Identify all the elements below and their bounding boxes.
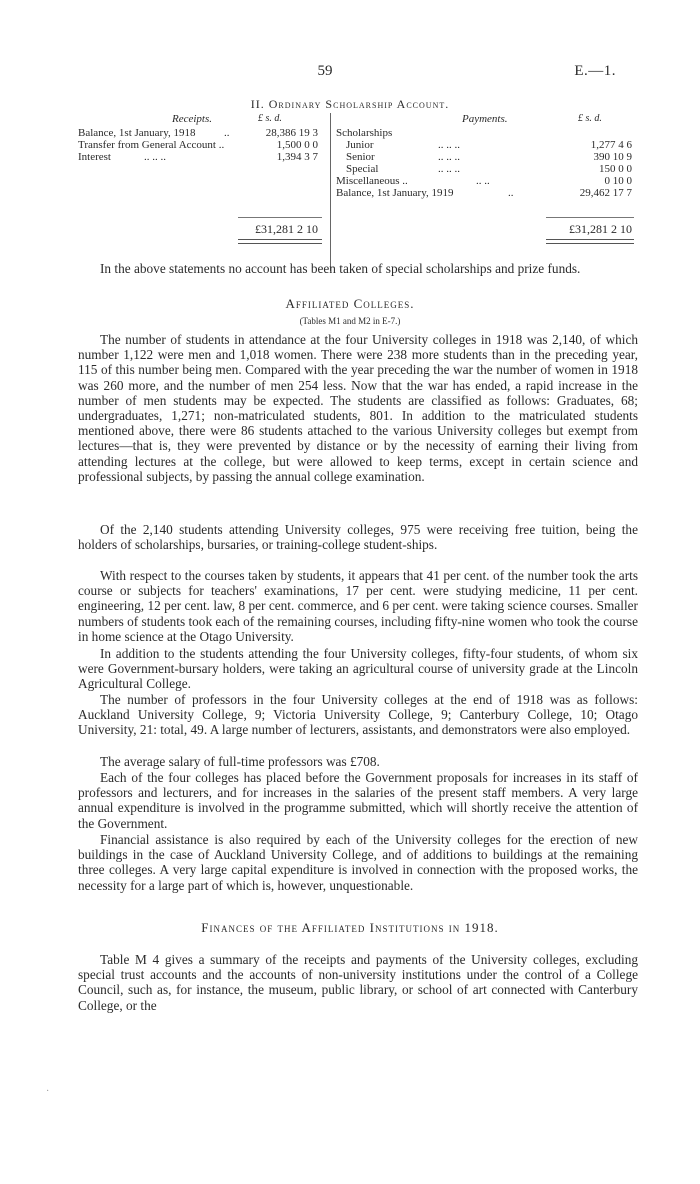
paragraph-table-m4: Table M 4 gives a summary of the receipts and payments of the University colleges, excluding special trust accounts and the accounts of non-university institutions under the control of a College Council, such as, for instance, the museum, public library, or school of art connected with Canterbury College, or the — [78, 952, 638, 1013]
page-number: 59 — [317, 63, 333, 79]
payment-leader: .. .. .. — [438, 151, 460, 163]
paragraph-free-tuition: Of the 2,140 students attending University colleges, 975 were receiving free tuition, being the holders of scholarships, bursaries, or training-college student-ships. — [78, 522, 638, 553]
receipts-double-rule — [238, 239, 322, 244]
payment-amount: 150 0 0 — [599, 163, 632, 175]
payment-leader: .. .. .. — [438, 139, 460, 151]
receipt-amount: 1,394 3 7 — [276, 151, 318, 163]
payments-double-rule — [546, 239, 634, 244]
payment-amount: 0 10 0 — [604, 175, 632, 187]
receipt-label: Transfer from General Account .. — [78, 139, 225, 151]
receipts-total: £31,281 2 10 — [255, 222, 318, 236]
paragraph-lincoln-college: In addition to the students attending the four University colleges, fifty-four students, of whom six were Government-bursary holders, were taking an agricultural course of university grade at the Lincoln Agricultural College. — [78, 646, 638, 692]
payment-label: Scholarships — [336, 127, 393, 139]
finances-heading: Finances of the Affiliated Institutions in 1918. — [201, 920, 499, 935]
paragraph-staff-proposals: Each of the four colleges has placed before the Government proposals for increases in its staff of professors and lecturers, and for increases in the salaries of the present staff members. A very large annual expenditure is involved in the programme submitted, which will shortly receive the attention of the Government. — [78, 770, 638, 831]
payment-label: Senior — [346, 151, 375, 163]
paragraph-salary: The average salary of full-time professors was £708. — [100, 754, 380, 769]
receipt-leader: .. — [224, 127, 230, 139]
affiliated-colleges-heading: Affiliated Colleges. — [285, 296, 415, 311]
paragraph-buildings: Financial assistance is also required by each of the University colleges for the erection of new buildings in the case of Auckland University College, and of additions to buildings at the remaining three colleges. A very large capital expenditure is involved in connection with the proposed works, the necessity for a large part of which is, however, unquestionable. — [78, 832, 638, 893]
receipt-amount: 1,500 0 0 — [276, 139, 318, 151]
payment-label: Special — [346, 163, 379, 175]
account-title: II. Ordinary Scholarship Account. — [250, 97, 450, 111]
page-mark: · — [46, 1086, 50, 1097]
scholarship-account-table — [78, 113, 638, 273]
payment-leader: .. — [508, 187, 514, 199]
receipt-leader: .. .. .. — [144, 151, 166, 163]
receipt-label: Interest — [78, 151, 111, 163]
payments-heading: Payments. — [462, 113, 508, 125]
payment-label: Balance, 1st January, 1919 — [336, 187, 454, 199]
payment-amount: 29,462 17 7 — [579, 187, 632, 199]
payments-currency-header: £ s. d. — [578, 113, 602, 124]
affiliated-colleges-subheading: (Tables M1 and M2 in E-7.) — [299, 316, 401, 326]
payment-label: Junior — [346, 139, 374, 151]
payment-amount: 390 10 9 — [593, 151, 632, 163]
payment-leader: .. .. — [476, 175, 490, 187]
payment-label: Miscellaneous .. — [336, 175, 408, 187]
account-divider — [330, 113, 331, 271]
payment-amount: 1,277 4 6 — [590, 139, 632, 151]
receipts-currency-header: £ s. d. — [258, 113, 282, 124]
receipt-label: Balance, 1st January, 1918 — [78, 127, 196, 139]
paragraph-student-numbers: The number of students in attendance at the four University colleges in 1918 was 2,140, of which number 1,122 were men and 1,018 women. There were 238 more students than in the preceding year, 115 of this number being men. Compared with the year preceding the war the number of women in 1918 was 260 more, and the number of men 254 less. Now that the war has ended, a rapid increase in the number of men students may be expected. The students are classified as follows: Graduates, 68; undergraduates, 1,271; non-matriculated students, 801. In addition to the matriculated students mentioned above, there were 86 students attached to the various University colleges but exempt from lectures—that is, they were prevented by distance or by the necessity of earning their living from attending lectures at the college, but were allowed to keep terms, except in certain science and professional subjects, by passing the annual college examination. — [78, 332, 638, 484]
receipt-amount: 28,386 19 3 — [265, 127, 318, 139]
payment-leader: .. .. .. — [438, 163, 460, 175]
payments-total: £31,281 2 10 — [569, 222, 632, 236]
paragraph-courses: With respect to the courses taken by students, it appears that 41 per cent. of the number took the arts course or subjects for teachers' examinations, 17 per cent. were studying medicine, 11 per cent. engineering, 12 per cent. law, 8 per cent. commerce, and 6 per cent. were taking science courses. Smaller numbers of students took each of the remaining courses, including fifty-nine women who took the course in home science at the Otago University. — [78, 568, 638, 644]
paragraph-professors: The number of professors in the four University colleges at the end of 1918 was as follows: Auckland University College, 9; Victoria University College, 9; Canterbury College, 10; Otago University, 21: total, 49. A large number of lecturers, assistants, and demonstrators were also employed. — [78, 692, 638, 738]
document-reference: E.—1. — [574, 63, 616, 79]
payments-total-rule — [546, 217, 634, 218]
receipts-total-rule — [238, 217, 322, 218]
paragraph-special-scholarships: In the above statements no account has been taken of special scholarships and prize funds. — [100, 261, 581, 276]
receipts-heading: Receipts. — [172, 113, 213, 125]
